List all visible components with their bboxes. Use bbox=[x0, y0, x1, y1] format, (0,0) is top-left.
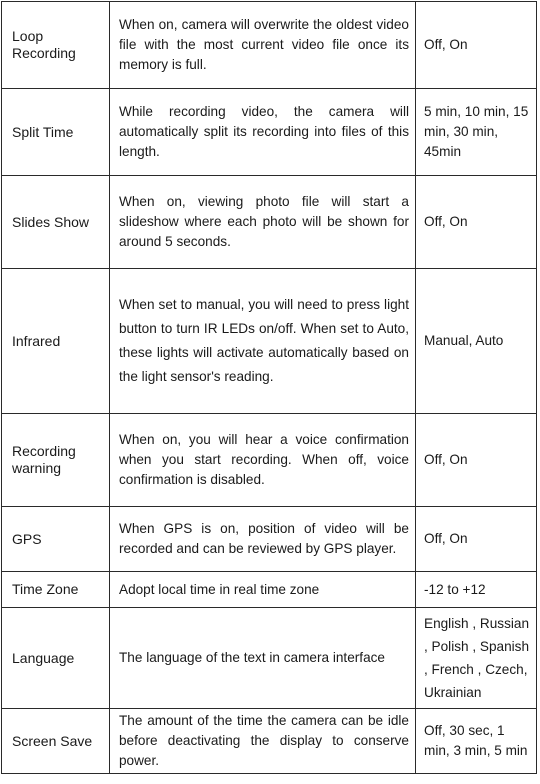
table-row bbox=[2, 176, 537, 269]
setting-options: English , Russian , Polish , Spanish , French , Czech, Ukrainian bbox=[416, 608, 537, 709]
setting-name: GPS bbox=[2, 507, 110, 572]
table-row bbox=[2, 2, 537, 89]
table-row bbox=[2, 507, 537, 572]
setting-options: Off, On bbox=[416, 176, 537, 269]
settings-table bbox=[1, 1, 537, 774]
setting-name: Time Zone bbox=[2, 572, 110, 608]
table-row bbox=[2, 89, 537, 176]
setting-name: Screen Save bbox=[2, 709, 110, 774]
table-row bbox=[2, 269, 537, 414]
setting-name: Recording warning bbox=[2, 414, 110, 507]
table-row bbox=[2, 709, 537, 774]
setting-options: Manual, Auto bbox=[416, 269, 537, 414]
setting-description: When on, viewing photo file will start a slideshow where each photo will be shown for around 5 seconds. bbox=[110, 176, 416, 269]
table-row bbox=[2, 608, 537, 709]
setting-options: Off, On bbox=[416, 2, 537, 89]
setting-name: Infrared bbox=[2, 269, 110, 414]
setting-description: The amount of the time the camera can be idle before deactivating the display to conserve power. bbox=[110, 709, 416, 774]
setting-description: When on, you will hear a voice confirmation when you start recording. When off, voice confirmation is disabled. bbox=[110, 414, 416, 507]
setting-name: Loop Recording bbox=[2, 2, 110, 89]
table-row bbox=[2, 414, 537, 507]
setting-name: Slides Show bbox=[2, 176, 110, 269]
setting-description: Adopt local time in real time zone bbox=[110, 572, 416, 608]
setting-options: Off, On bbox=[416, 414, 537, 507]
table-row bbox=[2, 572, 537, 608]
setting-description: When on, camera will overwrite the oldest video file with the most current video file once its memory is full. bbox=[110, 2, 416, 89]
setting-name: Split Time bbox=[2, 89, 110, 176]
setting-description: The language of the text in camera interface bbox=[110, 608, 416, 709]
setting-description: When GPS is on, position of video will be recorded and can be reviewed by GPS player. bbox=[110, 507, 416, 572]
setting-options: 5 min, 10 min, 15 min, 30 min, 45min bbox=[416, 89, 537, 176]
setting-options: Off, On bbox=[416, 507, 537, 572]
setting-description: When set to manual, you will need to press light button to turn IR LEDs on/off. When set to Auto, these lights will activate automatically based on the light sensor's reading. bbox=[110, 269, 416, 414]
setting-options: -12 to +12 bbox=[416, 572, 537, 608]
setting-name: Language bbox=[2, 608, 110, 709]
setting-description: While recording video, the camera will automatically split its recording into files of this length. bbox=[110, 89, 416, 176]
setting-options: Off, 30 sec, 1 min, 3 min, 5 min bbox=[416, 709, 537, 774]
